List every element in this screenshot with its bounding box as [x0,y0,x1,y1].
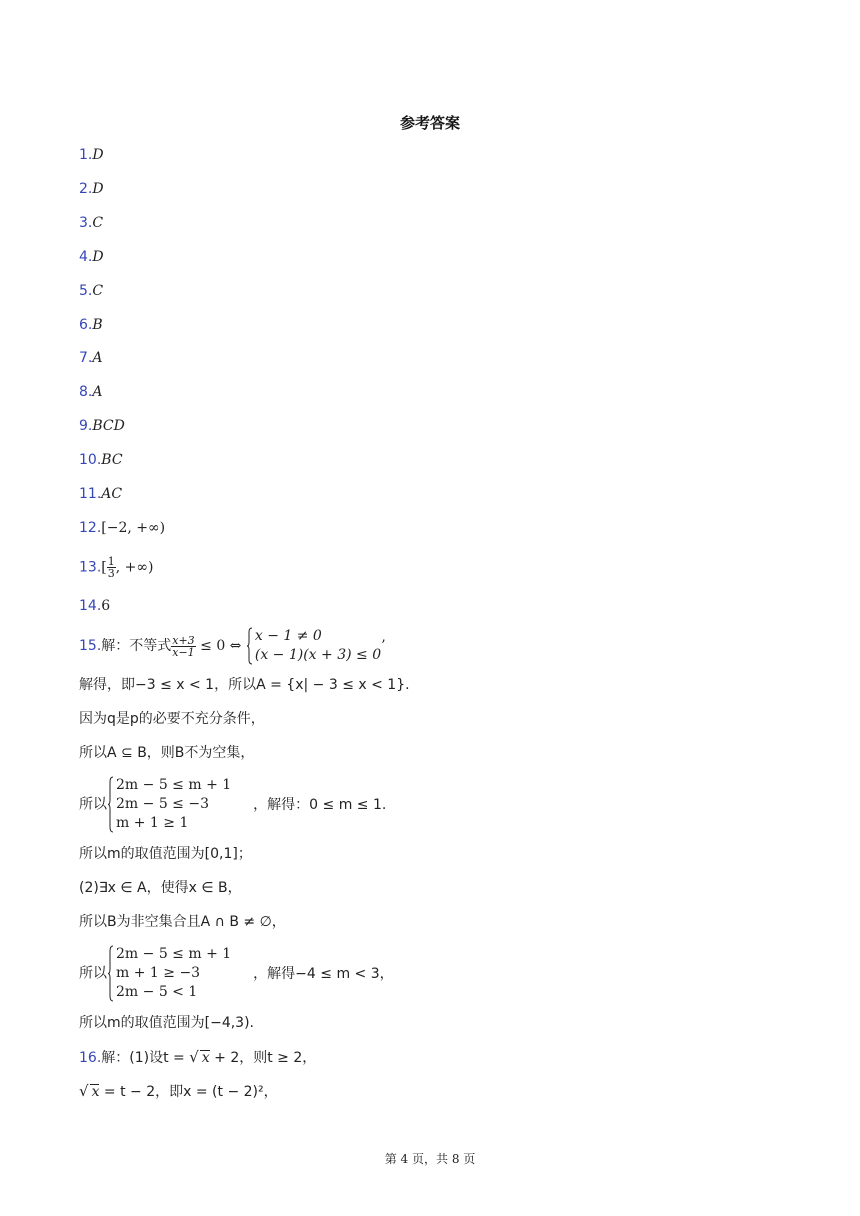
sqrt-icon: √ [189,1048,199,1066]
answer-6: 6.B [79,317,103,333]
equation-system-2: 2m − 5 ≤ m + 1 2m − 5 ≤ −3 m + 1 ≥ 1 [107,776,231,833]
answer-14: 14.6 [79,598,111,614]
q15-line-10: 所以m的取值范围为[−4,3). [79,1015,255,1031]
left-brace-icon [107,945,114,1002]
answer-1: 1.D [79,147,104,163]
page-title: 参考答案 [399,114,460,132]
answer-13: 13.[ $\frac{1}{3}$ , +∞) [79,555,154,580]
q15-line-9: 所以 2m − 5 ≤ m + 1 m + 1 ≥ −3 2m − 5 < 1 ，解得−4 ≤ m < 3， [79,946,394,1000]
page-footer: 第 4 页，共 8 页 [384,1152,476,1166]
equation-system-3: 2m − 5 ≤ m + 1 m + 1 ≥ −3 2m − 5 < 1 [107,945,231,1002]
fraction: $\frac{1}{3}$ [107,555,115,580]
q16-line-1: 16.解：(1)设t = √ x + 2，则t ≥ 2， [79,1048,317,1066]
q15-line-4: 所以A ⊆ B，则B不为空集， [79,745,255,761]
answer-12: 12.[−2, +∞) [79,520,166,536]
q15-line-3: 因为q是p的必要不充分条件， [79,711,265,727]
q15-line-6: 所以m的取值范围为[0,1]； [79,846,252,862]
answer-7: 7.A [79,350,103,366]
answer-3: 3.C [79,215,104,231]
q16-line-2: √ x = t − 2，即x = (t − 2)²， [79,1082,278,1100]
answer-4: 4.D [79,249,104,265]
q15-line-1: 15.解：不等式 $\frac{x+3}{x-1}$ ≤ 0 ⇔ x − 1 ≠ 0 (x − 1)(x + 3) ≤ 0 ’ [79,628,386,663]
q15-line-7: (2)∃x ∈ A，使得x ∈ B， [79,880,242,896]
answer-5: 5.C [79,283,104,299]
inequality-fraction: $\frac{x+3}{x-1}$ [172,633,195,659]
answer-9: 9.BCD [79,418,125,434]
left-brace-icon [246,627,253,665]
left-brace-icon [107,776,114,833]
q15-line-8: 所以B为非空集合且A ∩ B ≠ ∅， [79,914,286,930]
answer-11: 11.AC [79,486,123,502]
answer-10: 10.BC [79,452,123,468]
answer-2: 2.D [79,181,104,197]
q15-line-2: 解得，即−3 ≤ x < 1，所以A = {x| − 3 ≤ x < 1}. [79,677,410,693]
answer-8: 8.A [79,384,103,400]
equation-system-1: x − 1 ≠ 0 (x − 1)(x + 3) ≤ 0 [246,627,381,665]
q15-line-5: 所以 2m − 5 ≤ m + 1 2m − 5 ≤ −3 m + 1 ≥ 1 ，解得：0 ≤ m ≤ 1. [79,777,387,831]
sqrt-icon: √ [79,1082,89,1100]
